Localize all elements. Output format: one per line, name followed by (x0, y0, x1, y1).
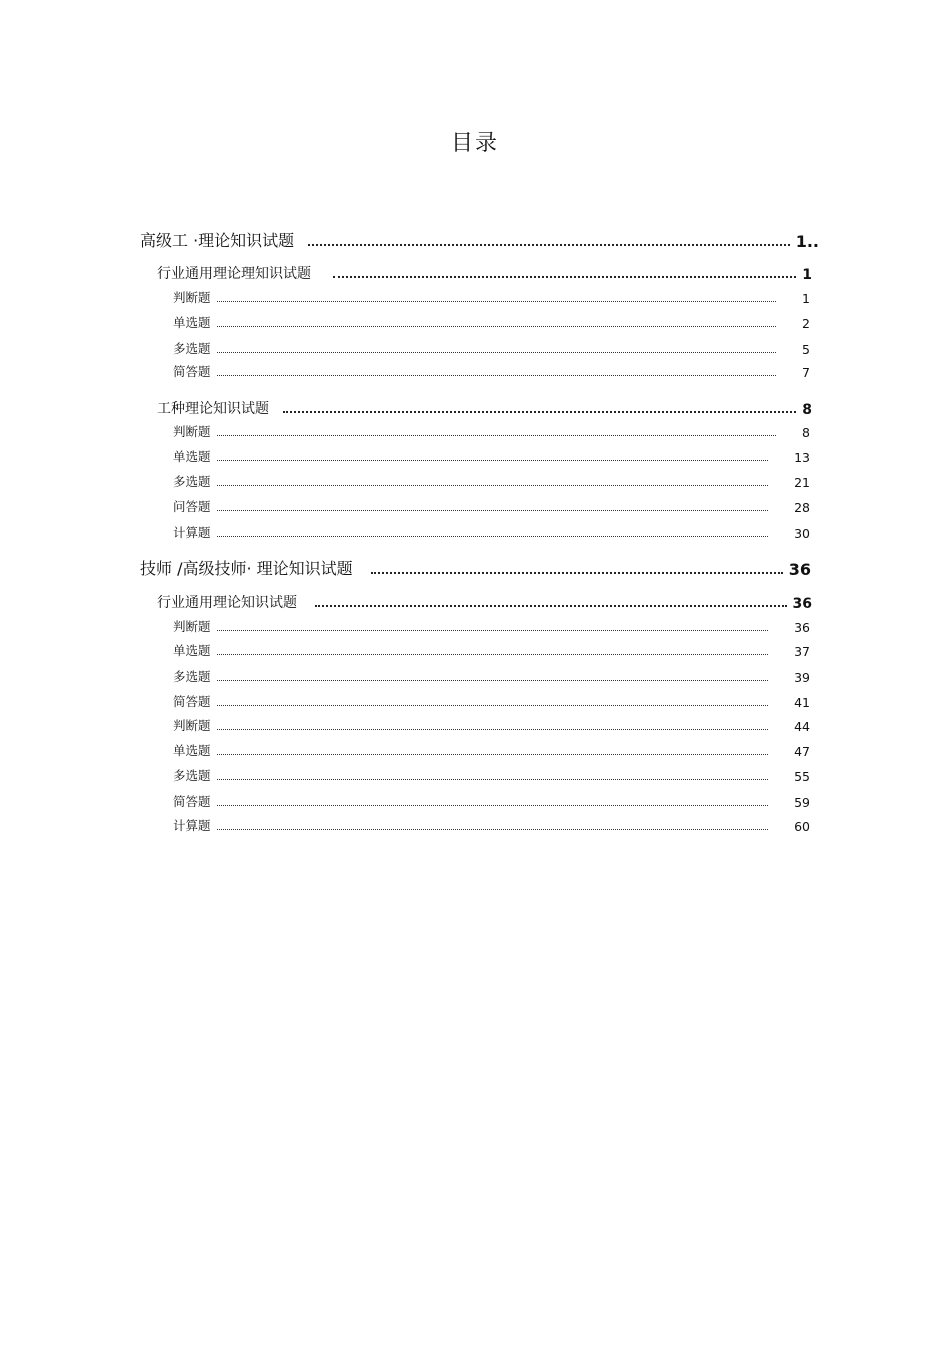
toc-entry-label: 计算题 (173, 525, 211, 540)
toc-entry-level3[interactable] (173, 472, 810, 490)
dot-leader (217, 374, 776, 376)
toc-page-number: 36 (788, 560, 811, 579)
toc-entry-level1[interactable] (140, 228, 819, 251)
toc-entry-label: 行业通用理论知识试题 (157, 595, 297, 611)
toc-entry-label: 单选题 (173, 315, 211, 330)
toc-page-number: 1 (802, 267, 812, 283)
toc-entry-label: 问答题 (173, 499, 211, 514)
toc-entry-level3[interactable] (173, 422, 810, 440)
toc-entry-label: 计算题 (173, 818, 211, 833)
toc-entry-label: 高级工 ·理论知识试题 (140, 231, 295, 250)
dot-leader (217, 828, 768, 830)
toc-entry-level3[interactable] (173, 523, 810, 541)
dot-leader (217, 753, 768, 755)
toc-page-number: 21 (794, 475, 810, 490)
toc-page-number: 1 (802, 291, 810, 306)
toc-entry-level2[interactable] (157, 263, 812, 283)
dot-leader (217, 778, 768, 780)
toc-entry-label: 判断题 (173, 718, 211, 733)
toc-entry-level3[interactable] (173, 362, 810, 380)
dot-leader (371, 571, 783, 574)
toc-page-number: 39 (794, 670, 810, 685)
toc-entry-level1[interactable] (140, 556, 811, 579)
dot-leader (217, 351, 776, 353)
toc-entry-label: 判断题 (173, 290, 211, 305)
toc-entry-label: 单选题 (173, 743, 211, 758)
dot-leader (217, 434, 776, 436)
toc-page-number: 41 (794, 695, 810, 710)
dot-leader (217, 300, 776, 302)
toc-page-number: 1.. (795, 232, 819, 251)
toc-entry-level3[interactable] (173, 447, 810, 465)
toc-entry-level3[interactable] (173, 617, 810, 635)
toc-entry-label: 技师 /高级技师· 理论知识试题 (140, 559, 353, 578)
toc-page-number: 8 (802, 402, 812, 418)
toc-page-number: 30 (794, 526, 810, 541)
toc-entry-level3[interactable] (173, 313, 810, 331)
toc-entry-label: 多选题 (173, 341, 211, 356)
page-title: 目录 (450, 131, 499, 156)
toc-page-number: 44 (794, 719, 810, 734)
toc-page-number: 13 (794, 450, 810, 465)
toc-entry-label: 简答题 (173, 794, 211, 809)
toc-entry-level3[interactable] (173, 339, 810, 357)
toc-page-number: 60 (794, 819, 810, 834)
toc-page-number: 2 (802, 316, 810, 331)
toc-entry-level3[interactable] (173, 716, 810, 734)
toc-page-number: 59 (794, 795, 810, 810)
toc-entry-label: 多选题 (173, 474, 211, 489)
toc-page-number: 55 (794, 769, 810, 784)
toc-entry-level3[interactable] (173, 792, 810, 810)
toc-entry-level3[interactable] (173, 667, 810, 685)
toc-entry-label: 行业通用理论理知识试题 (157, 266, 311, 282)
dot-leader (308, 243, 790, 246)
toc-entry-level2[interactable] (157, 592, 812, 612)
dot-leader (217, 653, 768, 655)
toc-entry-label: 单选题 (173, 643, 211, 658)
dot-leader (217, 459, 768, 461)
toc-entry-level3[interactable] (173, 816, 810, 834)
dot-leader (217, 509, 768, 511)
dot-leader (283, 410, 796, 413)
toc-entry-label: 判断题 (173, 424, 211, 439)
toc-entry-level3[interactable] (173, 741, 810, 759)
dot-leader (217, 704, 768, 706)
toc-page-number: 36 (792, 596, 812, 612)
dot-leader (217, 484, 768, 486)
dot-leader (217, 325, 776, 327)
toc-entry-label: 简答题 (173, 364, 211, 379)
toc-entry-label: 单选题 (173, 449, 211, 464)
toc-entry-label: 多选题 (173, 768, 211, 783)
toc-page-number: 28 (794, 500, 810, 515)
toc-entry-label: 多选题 (173, 669, 211, 684)
toc-entry-label: 判断题 (173, 619, 211, 634)
dot-leader (315, 604, 787, 607)
dot-leader (217, 728, 768, 730)
toc-entry-level3[interactable] (173, 288, 810, 306)
toc-entry-level2[interactable] (157, 398, 812, 418)
dot-leader (217, 535, 768, 537)
toc-page-number: 7 (802, 365, 810, 380)
toc-entry-label: 工种理论知识试题 (157, 401, 269, 417)
toc-page-number: 47 (794, 744, 810, 759)
toc-entry-level3[interactable] (173, 641, 810, 659)
toc-entry-level3[interactable] (173, 497, 810, 515)
dot-leader (333, 275, 796, 278)
dot-leader (217, 629, 768, 631)
toc-page-number: 36 (794, 620, 810, 635)
toc-entry-label: 简答题 (173, 694, 211, 709)
toc-page-number: 8 (802, 425, 810, 440)
toc-page-number: 5 (802, 342, 810, 357)
dot-leader (217, 679, 768, 681)
toc-page-number: 37 (794, 644, 810, 659)
toc-entry-level3[interactable] (173, 692, 810, 710)
dot-leader (217, 804, 768, 806)
toc-entry-level3[interactable] (173, 766, 810, 784)
